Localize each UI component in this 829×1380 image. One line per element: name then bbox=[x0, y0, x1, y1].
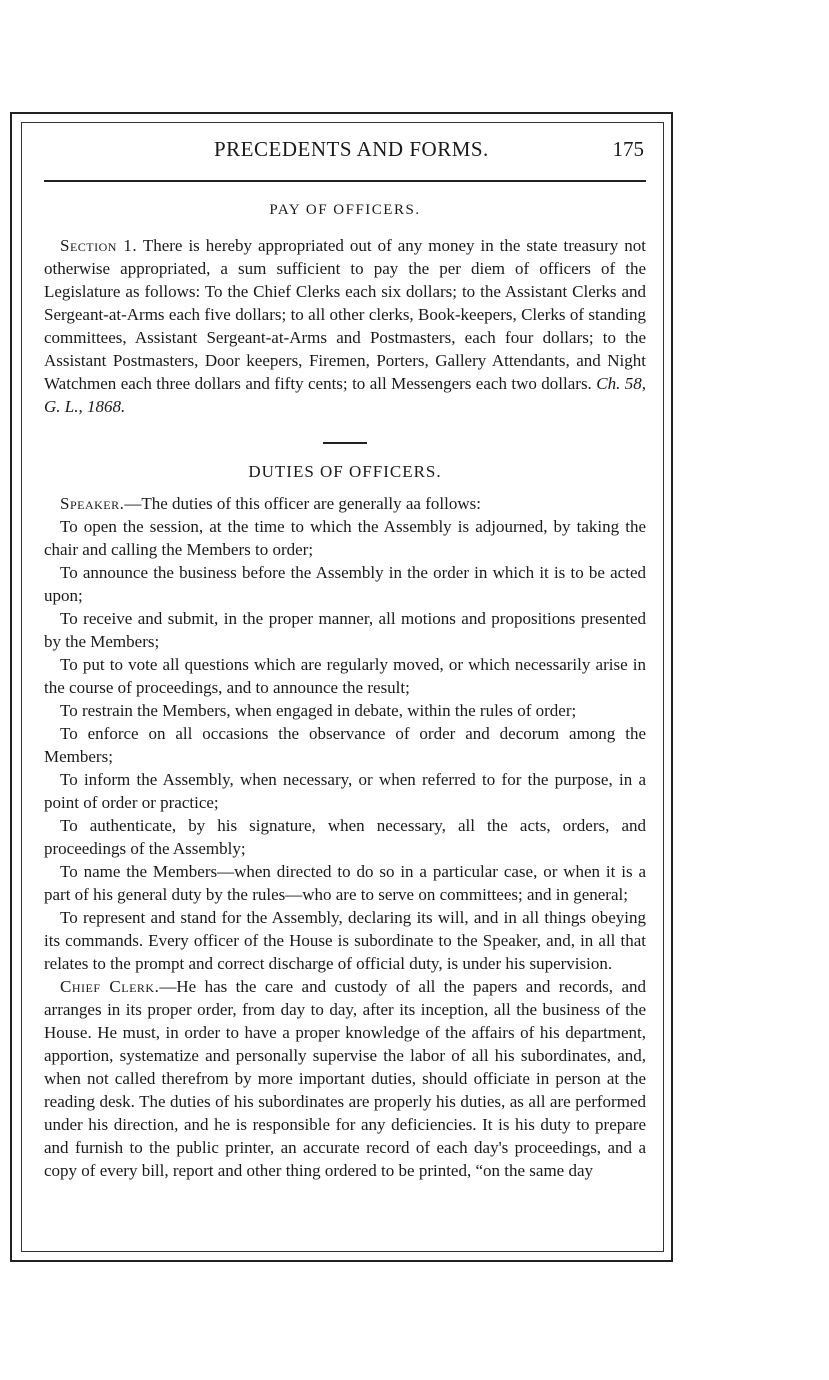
speaker-intro-text: —The duties of this officer are generally aa follows: bbox=[124, 494, 481, 513]
section-1-text: There is hereby appropriated out of any money in the state treasury not otherwise appropriated, a sum sufficient to pay the per diem of officers of the Legislature as follows: To the Chief Clerks each six dollars; to the Assistant Clerks and Sergeant-at-Arms each five dollars; to all other clerks, Book-keepers, Clerks of standing committees, Assistant Sergeant-at-Arms and Postmasters, each four dollars; to the Assistant Postmasters, Door keepers, Firemen, Porters, Gallery Attendants, and Night Watchmen each three dollars and fifty cents; to all Messengers each two dollars. bbox=[44, 236, 646, 393]
header-rule bbox=[44, 180, 646, 182]
page-body bbox=[44, 196, 646, 1182]
section-separator bbox=[323, 442, 367, 444]
running-header bbox=[44, 134, 646, 164]
duty-paragraph: To put to vote all questions which are regularly moved, or which necessarily arise in the course of proceedings, and to announce the result; bbox=[44, 655, 646, 697]
duty-paragraph: To receive and submit, in the proper manner, all motions and propositions presented by the Members; bbox=[44, 609, 646, 651]
duty-paragraph: To announce the business before the Assembly in the order in which it is to be acted upon; bbox=[44, 563, 646, 605]
duty-paragraph: To inform the Assembly, when necessary, or when referred to for the purpose, in a point of order or practice; bbox=[44, 770, 646, 812]
duty-paragraph: To represent and stand for the Assembly, declaring its will, and in all things obeying its commands. Every officer of the House is subordinate to the Speaker, and, in all that relates to the prompt and correct discharge of official duty, is under his supervision. bbox=[44, 908, 646, 973]
chief-clerk-paragraph bbox=[44, 975, 646, 1182]
running-title: PRECEDENTS AND FORMS. bbox=[214, 137, 489, 161]
chief-clerk-text: —He has the care and custody of all the papers and records, and arranges in its proper order, from day to day, after its inception, all the business of the House. He must, in order to have a proper knowledge of the affairs of his department, apportion, systematize and personally supervise the labor of all his subordinates, and, when not called therefrom by more important duties, should officiate in person at the reading desk. The duties of his subordinates are properly his duties, as all are performed under his direction, and he is responsible for any deficiencies. It is his duty to prepare and furnish to the public printer, an accurate record of each day's proceedings, and a copy of every bill, report and other thing ordered to be printed, “on the same day bbox=[44, 977, 646, 1180]
section-label: Section 1. bbox=[60, 236, 138, 255]
chief-clerk-label: Chief Clerk. bbox=[60, 977, 160, 996]
duty-paragraph: To enforce on all occasions the observance of order and decorum among the Members; bbox=[44, 724, 646, 766]
speaker-label: Speaker. bbox=[60, 494, 125, 513]
duty-paragraph: To open the session, at the time to which the Assembly is adjourned, by taking the chair and calling the Members to order; bbox=[44, 517, 646, 559]
duty-paragraph: To name the Members—when directed to do so in a particular case, or when it is a part of his general duty by the rules—who are to serve on committees; and in general; bbox=[44, 862, 646, 904]
pay-of-officers-heading: PAY OF OFFICERS. bbox=[269, 202, 421, 218]
speaker-intro-paragraph bbox=[44, 492, 646, 515]
section-1-paragraph bbox=[44, 234, 646, 418]
duty-paragraph: To authenticate, by his signature, when necessary, all the acts, orders, and proceedings of the Assembly; bbox=[44, 816, 646, 858]
statute-citation: Ch. 58, G. L., 1868. bbox=[44, 374, 646, 416]
duties-of-officers-heading: DUTIES OF OFFICERS. bbox=[248, 462, 442, 481]
duty-paragraph: To restrain the Members, when engaged in debate, within the rules of order; bbox=[60, 701, 577, 720]
page-number: 175 bbox=[612, 137, 644, 161]
